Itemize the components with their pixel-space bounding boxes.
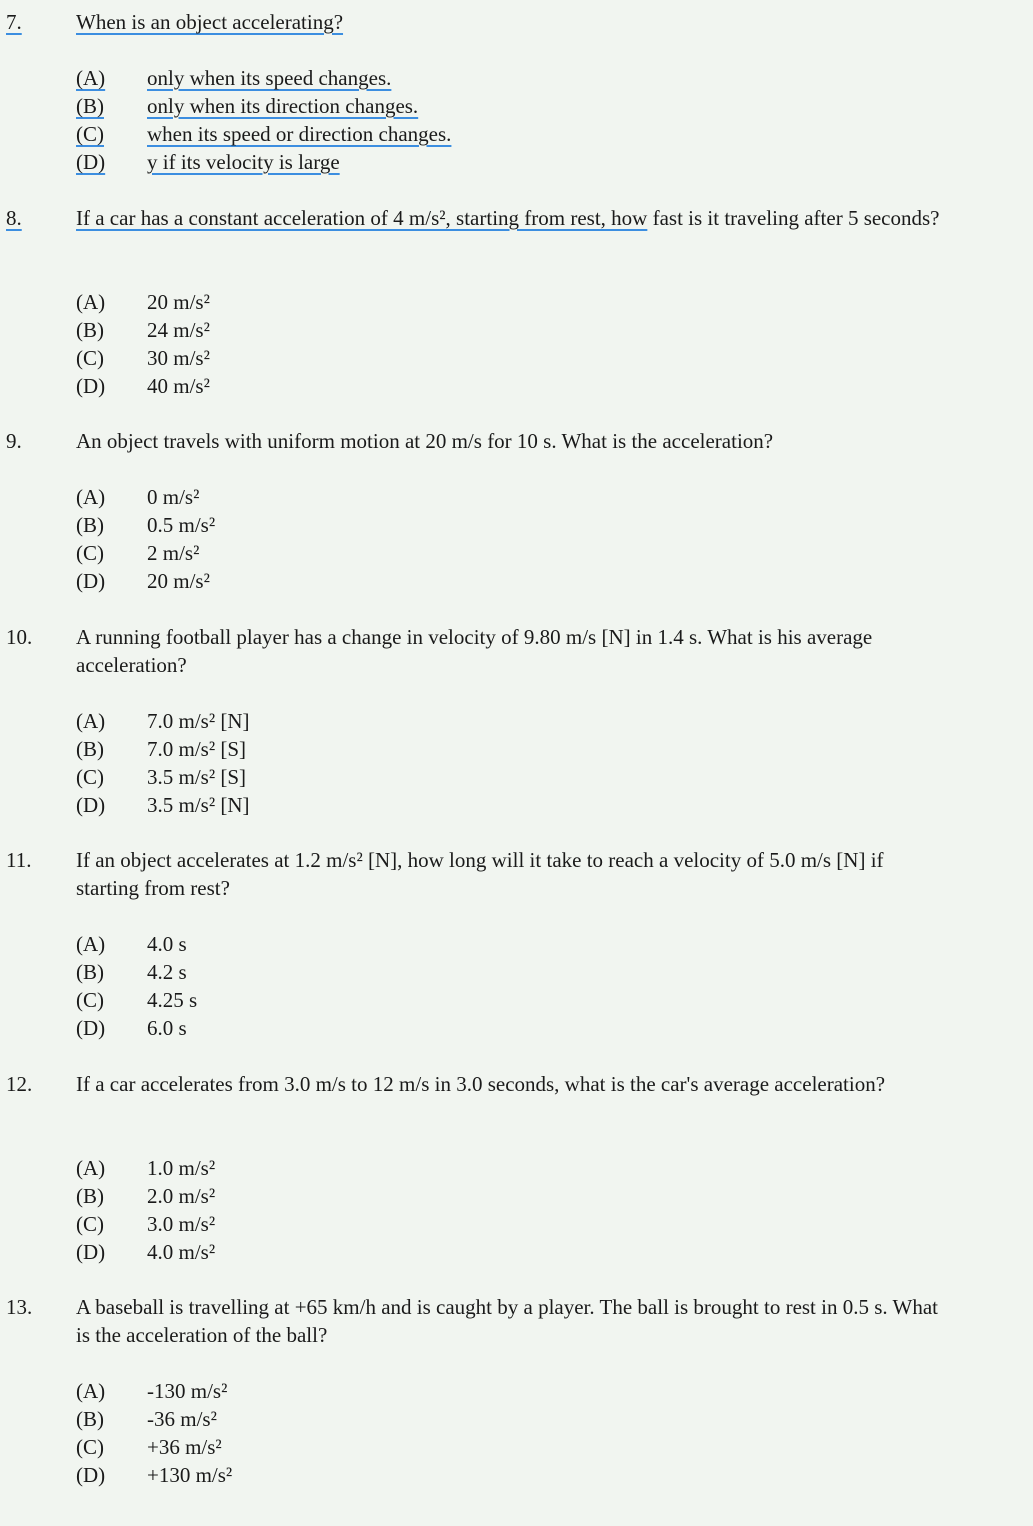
question-number: 11.	[6, 848, 32, 872]
question-text: When is an object accelerating?	[76, 10, 344, 34]
question-number: 10.	[6, 625, 33, 649]
question-number: 7.	[6, 10, 22, 34]
question-number: 12.	[6, 1072, 33, 1096]
question-text: A running football player has a change in velocity of 9.80 m/s [N] in 1.4 s. What is his average acceleration?	[76, 625, 873, 677]
question-number: 13.	[6, 1295, 33, 1319]
question-number: 9.	[6, 429, 22, 453]
question-text: If an object accelerates at 1.2 m/s² [N], how long will it take to reach a velocity of 5.0 m/s [N] if starting from rest?	[76, 848, 884, 900]
question-number: 8.	[6, 206, 22, 230]
question-text: An object travels with uniform motion at 20 m/s for 10 s. What is the acceleration?	[76, 429, 774, 453]
question-text: If a car accelerates from 3.0 m/s to 12 m/s in 3.0 seconds, what is the car's average acceleration?	[76, 1072, 886, 1096]
question-text: If a car has a constant acceleration of 4 m/s², starting from rest, how fast is it traveling after 5 seconds?	[76, 206, 940, 230]
question-text: A baseball is travelling at +65 km/h and is caught by a player. The ball is brought to rest in 0.5 s. What is the acceleration of the ball?	[76, 1295, 938, 1347]
